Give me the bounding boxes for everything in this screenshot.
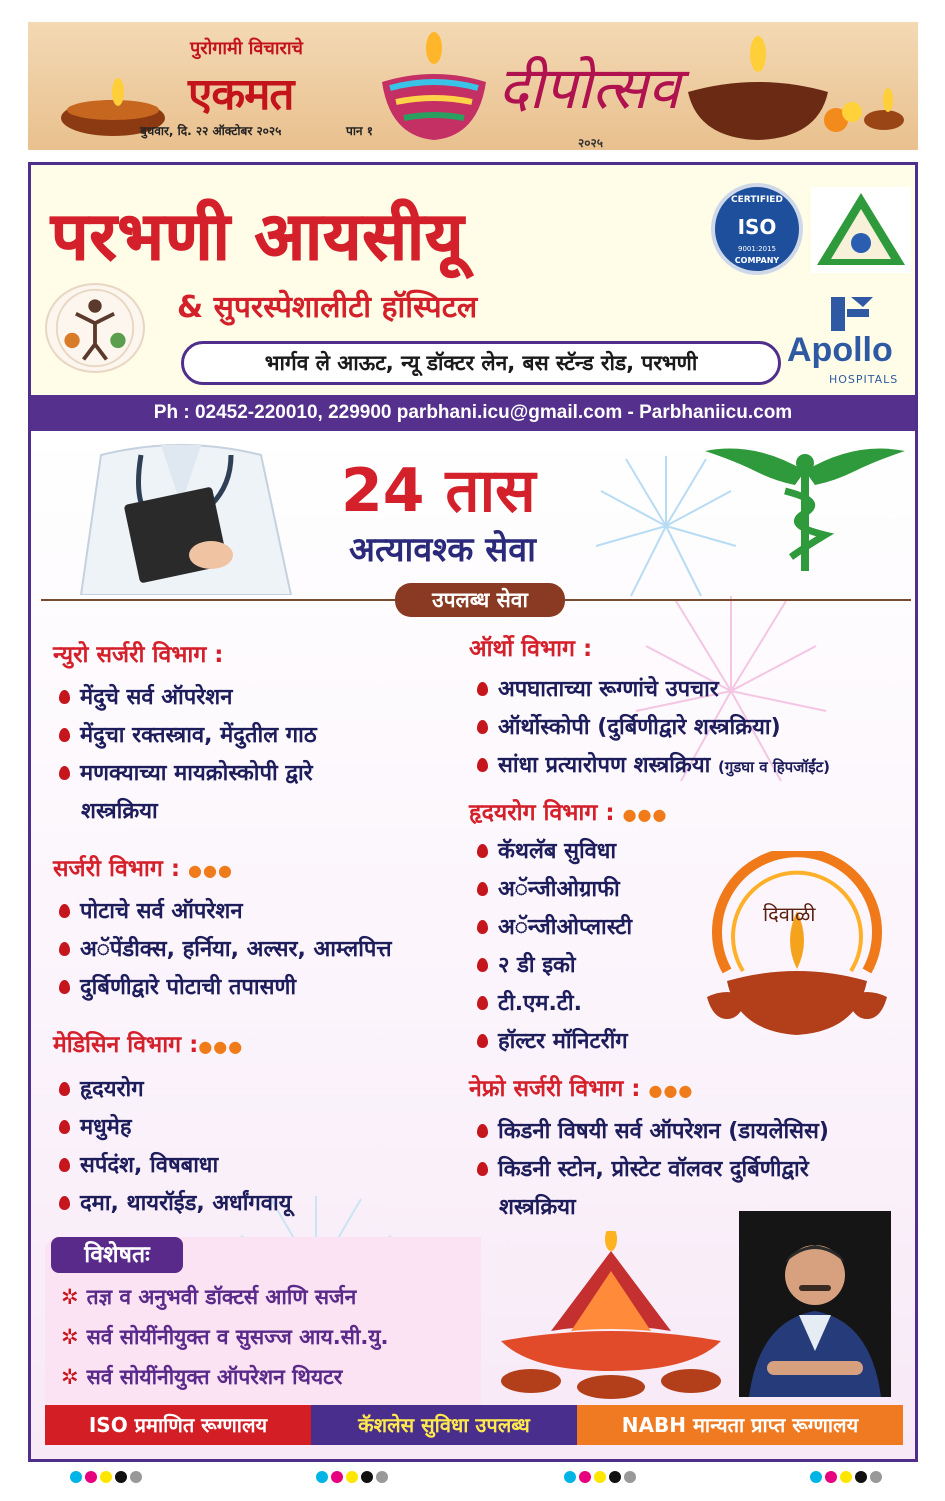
blood-drop-icon	[477, 1162, 488, 1176]
hospital-emblem-icon	[45, 283, 145, 373]
list-item: शस्त्रक्रिया	[81, 799, 158, 824]
surgery-dept-title: सर्जरी विभाग : ●●●	[53, 856, 233, 882]
blood-drop-icon	[477, 996, 488, 1010]
nabh-logo-icon	[811, 187, 911, 273]
nephro-dept-title: नेफ्रो सर्जरी विभाग : ●●●	[469, 1076, 694, 1102]
ad-header	[31, 165, 915, 395]
hospital-name: परभणी आयसीयू	[51, 198, 465, 275]
list-item: सर्पदंश, विषबाधा	[59, 1149, 218, 1179]
print-registration-marks	[316, 1468, 391, 1482]
list-item: दमा, थायरॉईड, अर्धांगवायू	[59, 1187, 291, 1217]
hospital-advertisement	[28, 162, 918, 1462]
specialities-title: विशेषतः	[51, 1237, 183, 1273]
list-item: ऑर्थोस्कोपी (दुर्बिणीद्वारे शस्त्रक्रिया)	[477, 711, 781, 741]
blood-drop-icon	[477, 1124, 488, 1138]
ortho-dept-title: ऑर्थो विभाग :	[469, 636, 593, 662]
page-number: पान १	[346, 124, 374, 138]
speciality-item: ✲ तज्ञ व अनुभवी डॉक्टर्स आणि सर्जन	[61, 1285, 357, 1309]
iso-certified-badge	[711, 183, 803, 275]
cardio-dept-title: हृदयरोग विभाग : ●●●	[469, 800, 668, 826]
blood-drop-icon	[477, 1034, 488, 1048]
doctor-illustration-icon	[61, 435, 311, 595]
iso-badge-mark: ISO	[737, 215, 777, 239]
list-item: टी.एम.टी.	[477, 987, 582, 1017]
list-item: अॅन्जीओप्लास्टी	[477, 911, 632, 941]
iso-badge-top: CERTIFIED	[731, 195, 783, 205]
list-item: कॅथलॅब सुविधा	[477, 835, 616, 865]
print-registration-marks	[810, 1468, 885, 1482]
blood-drop-icon	[477, 758, 488, 772]
list-item: अॅन्जीओग्राफी	[477, 873, 620, 903]
blood-drop-icon	[59, 904, 70, 918]
newspaper-masthead	[28, 22, 918, 150]
doctor-portrait-icon	[739, 1211, 891, 1397]
list-item: हृदयरोग	[59, 1073, 144, 1103]
blood-drop-icon	[59, 1158, 70, 1172]
diya-right-icon	[668, 28, 908, 146]
medicine-dept-title: मेडिसिन विभाग :●●●	[53, 1032, 244, 1058]
apollo-sub: HOSPITALS	[829, 373, 899, 386]
list-item: किडनी विषयी सर्व ऑपरेशन (डायलेसिस)	[477, 1115, 829, 1145]
hours-heading: 24 तास	[341, 456, 536, 526]
paper-tagline: पुरोगामी विचाराचे	[190, 38, 303, 59]
available-services-label: उपलब्ध सेवा	[395, 583, 565, 617]
list-item: किडनी स्टोन, प्रोस्टेट वॉलवर दुर्बिणीद्वारे	[477, 1153, 809, 1183]
asterisk-icon: ✲	[61, 1365, 79, 1389]
list-item: मेंदुचे सर्व ऑपरेशन	[59, 681, 232, 711]
hospital-address: भार्गव ले आऊट, न्यू डॉक्टर लेन, बस स्टॅन्ड रोड, परभणी	[181, 341, 781, 385]
decorated-diya-icon	[374, 32, 494, 144]
list-item: दुर्बिणीद्वारे पोटाची तपासणी	[59, 971, 296, 1001]
asterisk-icon: ✲	[61, 1285, 79, 1309]
list-item: शस्त्रक्रिया	[499, 1195, 576, 1220]
blood-drop-icon	[477, 844, 488, 858]
apollo-word: Apollo	[787, 331, 893, 369]
speciality-item: ✲ सर्व सोयींनीयुक्त ऑपरेशन थियटर	[61, 1365, 343, 1389]
blood-drop-icon	[59, 690, 70, 704]
festival-title: दीपोत्सव	[498, 54, 680, 122]
iso-certified-label: ISO प्रमाणित रूग्णालय	[45, 1405, 311, 1445]
issue-date: बुधवार, दि. २२ ऑक्टोबर २०२५	[140, 124, 282, 138]
cashless-label: कॅशलेस सुविधा उपलब्ध	[311, 1405, 577, 1445]
blood-drop-icon	[59, 1196, 70, 1210]
list-item: हॉल्टर मॉनिटरींग	[477, 1025, 628, 1055]
blood-drop-icon	[59, 1120, 70, 1134]
lotus-diya-icon	[491, 1231, 731, 1401]
list-item: अपघाताच्या रूग्णांचे उपचार	[477, 673, 719, 703]
blood-drop-icon	[59, 980, 70, 994]
list-item: पोटाचे सर्व ऑपरेशन	[59, 895, 243, 925]
nabh-label: NABH मान्यता प्राप्त रूग्णालय	[577, 1405, 903, 1445]
iso-badge-std: 9001:2015	[738, 245, 776, 253]
list-item: मणक्याच्या मायक्रोस्कोपी द्वारे	[59, 757, 313, 787]
list-item: मधुमेह	[59, 1111, 132, 1141]
blood-drop-icon	[477, 682, 488, 696]
neuro-dept-title: न्युरो सर्जरी विभाग :	[53, 642, 224, 668]
list-item: अॅपेंडीक्स, हर्निया, अल्सर, आम्लपित्त	[59, 933, 392, 963]
services-area	[31, 431, 915, 1462]
asterisk-icon: ✲	[61, 1325, 79, 1349]
print-registration-marks	[564, 1468, 639, 1482]
print-registration-marks	[70, 1468, 145, 1482]
list-item: २ डी इको	[477, 949, 576, 979]
diwali-label: दिवाळी	[763, 902, 816, 926]
blood-drop-icon	[59, 1082, 70, 1096]
speciality-item: ✲ सर्व सोयींनीयुक्त व सुसज्ज आय.सी.यु.	[61, 1325, 389, 1349]
hospital-subtitle: & सुपरस्पेशालीटी हॉस्पिटल	[177, 290, 478, 325]
diwali-diya-icon	[697, 851, 897, 1041]
blood-drop-icon	[59, 728, 70, 742]
caduceus-icon	[695, 441, 915, 571]
blood-drop-icon	[477, 920, 488, 934]
contact-bar: Ph : 02452-220010, 229900 parbhani.icu@gmail.com - Parbhaniicu.com	[31, 395, 915, 431]
blood-drop-icon	[59, 766, 70, 780]
list-item: मेंदुचा रक्तस्त्राव, मेंदुतील गाठ	[59, 719, 317, 749]
paper-name: एकमत	[188, 69, 294, 120]
blood-drop-icon	[477, 720, 488, 734]
doctor-photo	[739, 1211, 891, 1397]
blood-drop-icon	[477, 958, 488, 972]
iso-badge-bottom: COMPANY	[734, 256, 780, 265]
blood-drop-icon	[477, 882, 488, 896]
blood-drop-icon	[59, 942, 70, 956]
emergency-heading: अत्यावश्क सेवा	[349, 530, 536, 570]
festival-year: २०२५	[578, 136, 603, 150]
list-item: सांधा प्रत्यारोपण शस्त्रक्रिया (गुडघा व हिपजॉईंट)	[477, 749, 830, 779]
